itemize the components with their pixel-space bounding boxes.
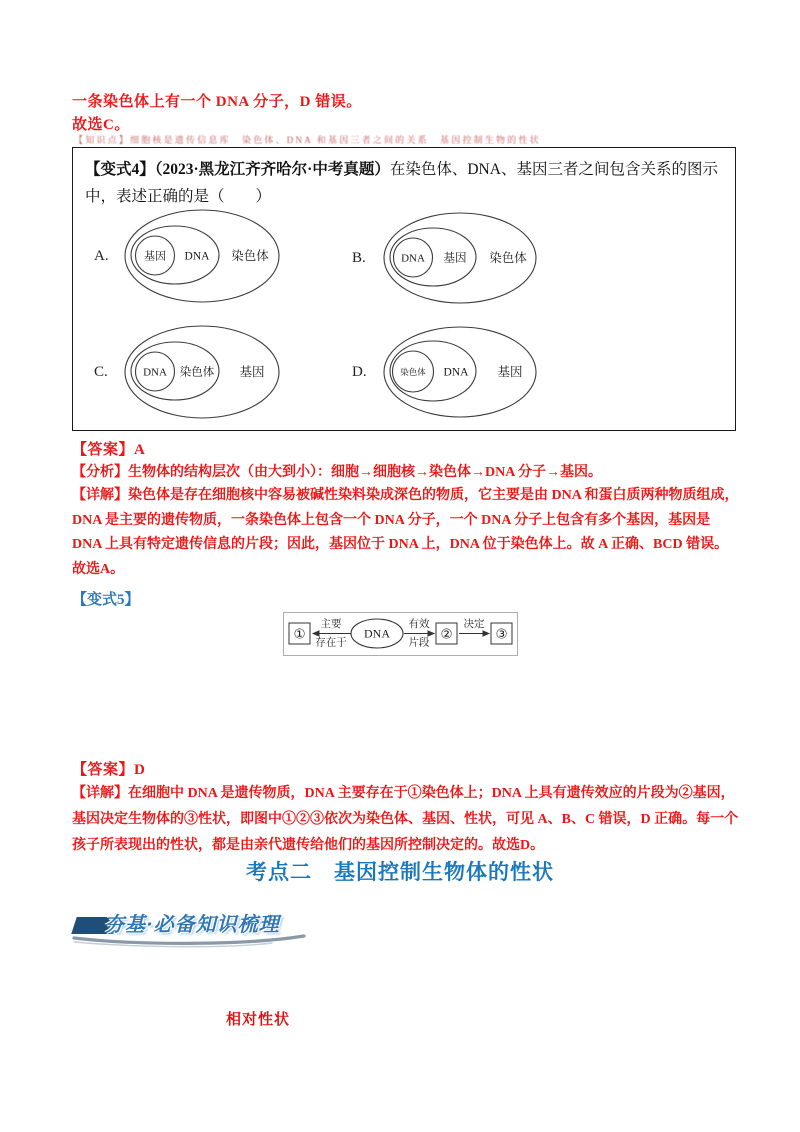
- option-c: [94, 324, 310, 420]
- venn-d-inner-label: 染色体: [400, 367, 426, 377]
- source-tag: （2023·黑龙江齐齐哈尔·中考真题）: [154, 161, 390, 178]
- flow-arrow2-label-bottom: 片段: [408, 637, 430, 649]
- option-c-label: C.: [94, 363, 108, 380]
- detail1-line-2: DNA 是主要的遗传物质，一条染色体上包含一个 DNA 分子，一个 DNA 分子上包含有多个基因，基因是: [72, 512, 711, 528]
- venn-a-outer-label: 染色体: [231, 249, 269, 263]
- option-a-label: A.: [94, 247, 109, 264]
- option-d: [352, 324, 568, 420]
- venn-a-inner-label: 基因: [144, 250, 166, 263]
- flow-arrow3-label: 决定: [463, 619, 485, 630]
- flow-arrow2-label-top: 有效: [408, 619, 430, 630]
- option-b: [352, 210, 568, 306]
- venn-diagram-a: [122, 208, 310, 304]
- venn-a-middle-label: DNA: [184, 250, 210, 263]
- stem-text: 在染色体、DNA、基因三者之间包含关系的图示中，表述正确的是（ ）: [85, 161, 718, 205]
- answer-choice-line: 故选C。: [72, 117, 130, 133]
- fine-print-line: 【知识点】细胞核是遗传信息库 染色体、DNA 和基因三者之间的关系 基因控制生物的性状: [74, 135, 541, 145]
- venn-b-middle-label: 基因: [443, 252, 467, 265]
- question-stem: [85, 156, 725, 210]
- venn-d-middle-label: DNA: [443, 366, 469, 379]
- option-d-label: D.: [352, 363, 367, 380]
- flow-arrow1-label-top: 主要: [320, 619, 342, 630]
- detail2-line-2: 基因决定生物体的③性状，即图中①②③依次为染色体、基因、性状，可见 A、B、C 错误，D 正确。每一个: [72, 812, 739, 827]
- flow-box1: ①: [293, 626, 306, 642]
- knowledge-banner: [72, 906, 392, 952]
- figure-caption: 相对性状: [226, 1012, 291, 1028]
- analysis-text: 【分析】生物体的结构层次（由大到小）：细胞→细胞核→染色体→DNA 分子→基因。: [72, 465, 603, 480]
- detail2-line-3: 孩子所表现出的性状，都是由亲代遗传给他们的基因所控制决定的。故选D。: [72, 838, 545, 853]
- detail2-line-1: 【详解】在细胞中 DNA 是遗传物质，DNA 主要存在于①染色体上；DNA 上具有遗传效应的片段为②基因，: [72, 786, 735, 801]
- option-a: [94, 208, 310, 304]
- banner-swoosh-icon: [72, 933, 307, 949]
- section-heading: 考点二 基因控制生物体的性状: [246, 861, 554, 884]
- flow-box2: ②: [440, 626, 453, 642]
- variant5-tag: 【变式5】: [72, 592, 140, 608]
- previous-answer-line: 一条染色体上有一个 DNA 分子，D 错误。: [72, 94, 362, 110]
- flow-arrow1-label-bottom: 存在于: [315, 637, 347, 649]
- dna-flow-diagram: [283, 612, 518, 656]
- venn-c-middle-label: 染色体: [179, 366, 215, 379]
- venn-c-outer-label: 基因: [239, 365, 265, 379]
- option-b-label: B.: [352, 249, 366, 266]
- banner-title: 夯基·必备知识梳理: [104, 914, 280, 936]
- variant-tag: 【变式4】: [85, 161, 155, 178]
- venn-b-outer-label: 染色体: [489, 251, 527, 265]
- venn-c-inner-label: DNA: [143, 366, 167, 379]
- detail1-line-4: 故选A。: [72, 561, 125, 577]
- answer-badge-2: 【答案】D: [72, 762, 146, 778]
- venn-diagram-b: [380, 210, 568, 306]
- flow-box3: ③: [495, 626, 508, 642]
- question-box: [72, 147, 736, 431]
- detail-paragraph-2: [72, 781, 740, 859]
- venn-diagram-d: [380, 324, 568, 420]
- detail1-line-3: DNA 上具有特定遗传信息的片段；因此，基因位于 DNA 上，DNA 位于染色体上。故 A 正确、BCD 错误。: [72, 537, 729, 552]
- detail-paragraph-1: [72, 484, 740, 582]
- venn-b-inner-label: DNA: [401, 252, 425, 265]
- venn-diagram-c: [122, 324, 310, 420]
- detail1-line-1: 【详解】染色体是存在细胞核中容易被碱性染料染成深色的物质，它主要是由 DNA 和蛋白质两种物质组成，: [72, 488, 739, 503]
- venn-d-outer-label: 基因: [497, 365, 523, 379]
- flow-dna-label: DNA: [364, 626, 390, 641]
- answer-badge-1: 【答案】A: [72, 442, 146, 458]
